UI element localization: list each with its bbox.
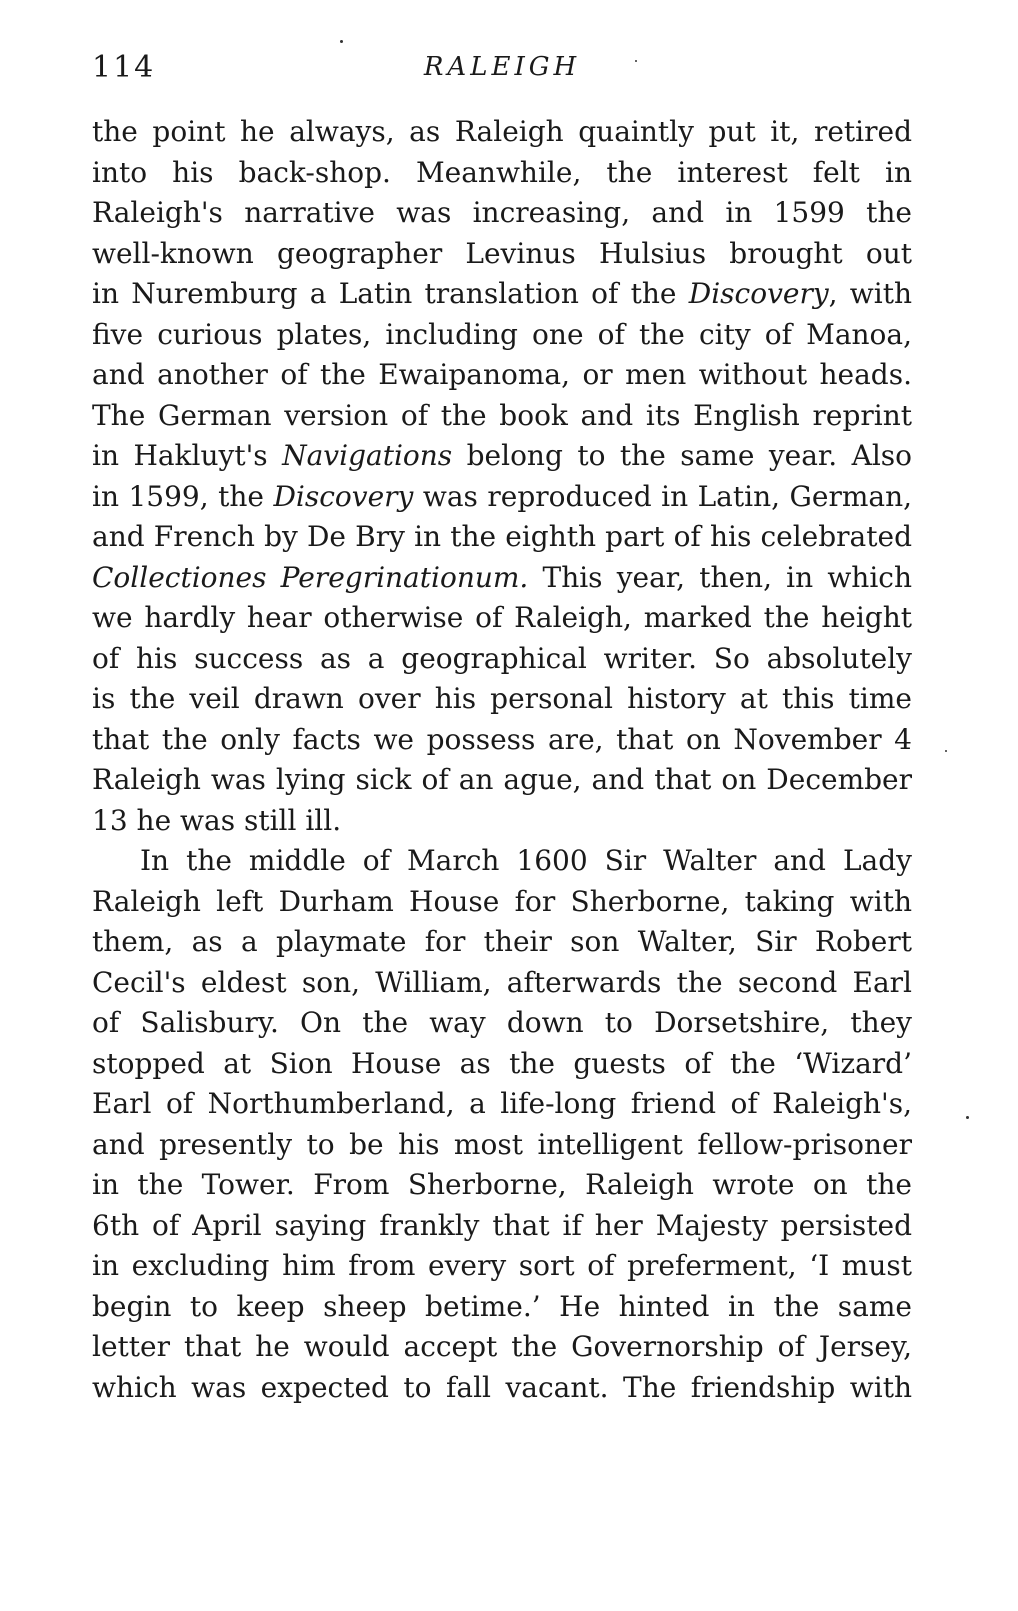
text-run: Raleigh was lying sick of an ague, and that on December — [92, 763, 912, 796]
text-run: letter that he would accept the Governorship of Jersey, — [92, 1330, 912, 1363]
text-run: and another of the Ewaipanoma, or men without heads. — [92, 358, 912, 391]
text-line — [92, 882, 912, 923]
text-run: Earl of Northumberland, a life-long friend of Raleigh's, — [92, 1087, 912, 1120]
text-run: Raleigh's narrative was increasing, and in 1599 the — [92, 196, 912, 229]
text-line — [92, 193, 912, 234]
text-line — [92, 1246, 912, 1287]
print-speck — [635, 60, 637, 62]
italic-title: Discovery — [273, 479, 414, 513]
text-line — [92, 598, 912, 639]
text-line — [92, 841, 912, 882]
text-line — [92, 1287, 912, 1328]
text-line — [92, 1368, 912, 1409]
text-line — [92, 234, 912, 275]
text-run: them, as a playmate for their son Walter, Sir Robert — [92, 925, 912, 958]
text-run: in the Tower. From Sherborne, Raleigh wrote on the — [92, 1168, 912, 1201]
text-line — [92, 1206, 912, 1247]
text-run: and presently to be his most intelligent fellow-prisoner — [92, 1127, 912, 1161]
text-run: begin to keep sheep betime.’ He hinted in the same — [92, 1289, 912, 1323]
text-run: well-known geographer Levinus Hulsius brought out — [92, 236, 912, 270]
text-run: , with — [828, 277, 912, 310]
text-run: in Hakluyt's — [92, 439, 283, 472]
text-line — [92, 1044, 912, 1085]
text-line — [92, 760, 912, 801]
text-run: in excluding him from every sort of preferment, ‘I must — [92, 1249, 912, 1282]
text-line — [92, 477, 912, 518]
running-head: RALEIGH — [423, 52, 581, 82]
text-run: that the only facts we possess are, that on November 4 — [92, 722, 912, 756]
text-run: in 1599, the — [92, 479, 274, 513]
text-run: five curious plates, including one of the city of Manoa, — [92, 317, 912, 351]
text-line — [92, 1003, 912, 1044]
text-run: is the veil drawn over his personal history at this time — [92, 682, 912, 715]
text-run: we hardly hear otherwise of Raleigh, marked the height — [92, 601, 912, 634]
text-line — [92, 396, 912, 437]
print-speck — [340, 40, 343, 43]
text-line — [92, 801, 912, 842]
text-line — [92, 1327, 912, 1368]
italic-title: Discovery — [688, 277, 829, 310]
text-run: of his success as a geographical writer. So absolutely — [92, 641, 912, 675]
text-run: into his back-shop. Meanwhile, the interest felt in — [92, 155, 912, 189]
text-line — [92, 1084, 912, 1125]
italic-title: Navigations — [282, 439, 453, 472]
text-run: belong to the same year. Also — [452, 439, 912, 472]
text-line — [92, 679, 912, 720]
text-line — [92, 153, 912, 194]
text-run: stopped at Sion House as the guests of the ‘Wizard’ — [92, 1046, 912, 1080]
text-run: 13 he was still ill. — [92, 803, 342, 837]
text-line — [92, 1125, 912, 1166]
text-line — [92, 274, 912, 315]
text-run: In the middle of March 1600 Sir Walter and Lady — [140, 844, 912, 877]
body-text — [92, 112, 912, 1408]
page-header — [92, 50, 912, 100]
print-speck — [966, 1116, 969, 1119]
text-line — [92, 436, 912, 477]
text-line — [92, 558, 912, 599]
text-run: 6th of April saying frankly that if her Majesty persisted — [92, 1208, 912, 1242]
text-run: was reproduced in Latin, German, — [413, 479, 912, 513]
text-run: Cecil's eldest son, William, afterwards the second Earl — [92, 965, 912, 999]
text-line — [92, 517, 912, 558]
text-run: the point he always, as Raleigh quaintly put it, retired — [92, 115, 912, 148]
text-run: Raleigh left Durham House for Sherborne, taking with — [92, 884, 912, 918]
text-line — [92, 1165, 912, 1206]
text-run: which was expected to fall vacant. The friendship with — [92, 1370, 912, 1404]
italic-title: Collectiones Peregrinationum. — [92, 560, 529, 594]
text-run: This year, then, in which — [528, 560, 912, 594]
print-speck — [945, 750, 947, 752]
text-line — [92, 720, 912, 761]
text-line — [92, 922, 912, 963]
text-run: and French by De Bry in the eighth part of his celebrated — [92, 520, 912, 553]
text-line — [92, 963, 912, 1004]
text-run: The German version of the book and its English reprint — [92, 398, 912, 432]
text-run: in Nuremburg a Latin translation of the — [92, 277, 689, 310]
text-line — [92, 315, 912, 356]
text-run: of Salisbury. On the way down to Dorsetshire, they — [92, 1006, 912, 1039]
text-line — [92, 112, 912, 153]
page-number: 114 — [92, 50, 156, 85]
text-line — [92, 639, 912, 680]
text-line — [92, 355, 912, 396]
